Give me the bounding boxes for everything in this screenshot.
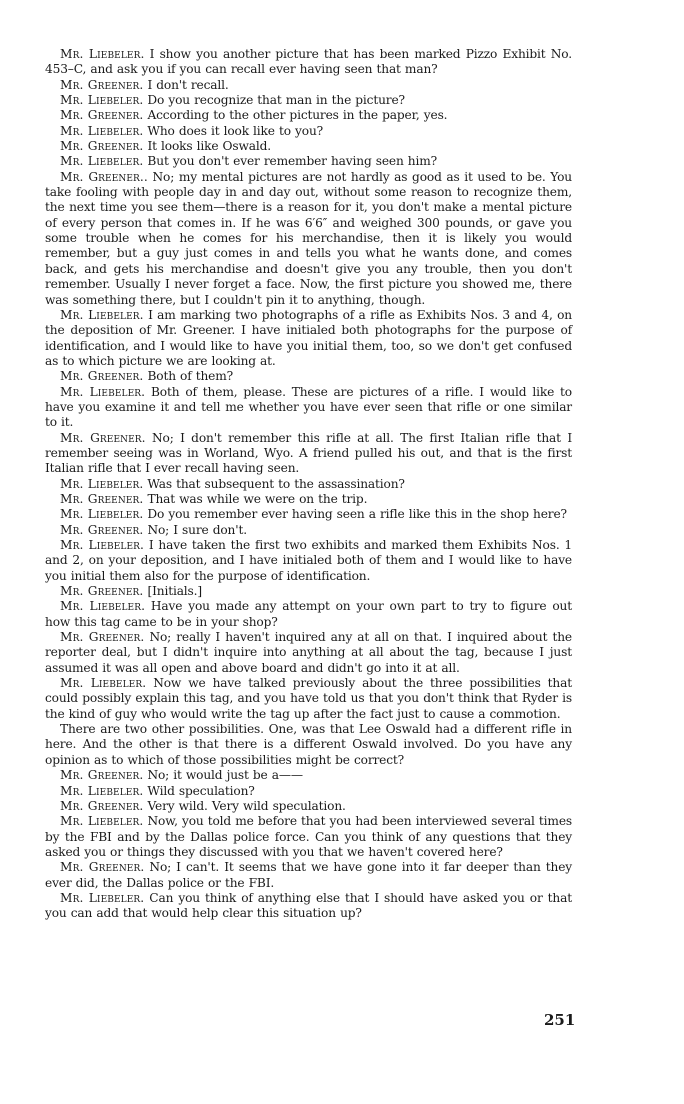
paragraph — [45, 108, 572, 123]
paragraph-text: No; I don't remember this rifle at all. The first Italian rifle that I remember seeing was in Worland, Wyo. A friend pulled his out, and that is the first Italian rifle that I ever recall having seen. — [45, 430, 572, 476]
paragraph — [45, 139, 572, 154]
speaker-name: Mr. Greener. — [60, 860, 145, 875]
speaker-name: Mr. Liebeler. — [60, 538, 145, 552]
paragraph — [45, 768, 572, 783]
paragraph — [45, 93, 572, 108]
paragraph — [45, 308, 572, 369]
speaker-name: Mr. Greener. — [60, 77, 144, 92]
paragraph-text: I have taken the first two exhibits and marked them Exhibits Nos. 1 and 2, on your deposition, and I have initialed both of them and I would like to have you initial them also for the purpose of identification. — [45, 538, 572, 583]
paragraph-text: But you don't ever remember having seen him? — [143, 154, 438, 169]
speaker-name: Mr. Greener.. — [60, 169, 148, 184]
speaker-name: Mr. Greener. — [60, 369, 144, 384]
speaker-name: Mr. Liebeler. — [60, 47, 145, 61]
paragraph — [45, 47, 572, 78]
paragraph — [45, 154, 572, 169]
speaker-name: Mr. Liebeler. — [60, 783, 144, 798]
transcript-body — [45, 47, 572, 922]
paragraph-text: Wild speculation? — [143, 783, 255, 798]
paragraph — [45, 630, 572, 676]
paragraph-text: It looks like Oswald. — [143, 139, 271, 154]
speaker-name: Mr. Greener. — [60, 630, 145, 645]
paragraph — [45, 78, 572, 93]
paragraph-text: I show you another picture that has been marked Pizzo Exhibit No. 453–C, and ask you if you can recall ever having seen that man? — [45, 47, 572, 77]
paragraph — [45, 538, 572, 584]
paragraph — [45, 507, 572, 522]
paragraph — [45, 385, 572, 431]
paragraph-text: No; it would just be a—— — [143, 768, 303, 783]
paragraph — [45, 784, 572, 799]
speaker-name: Mr. Liebeler. — [60, 93, 144, 108]
paragraph-text: Both of them? — [143, 369, 234, 384]
paragraph — [45, 170, 572, 308]
speaker-name: Mr. Liebeler. — [60, 676, 147, 691]
speaker-name: Mr. Liebeler. — [60, 507, 144, 522]
paragraph — [45, 860, 572, 891]
paragraph — [45, 891, 572, 922]
paragraph-text: Do you remember ever having seen a rifle like this in the shop here? — [143, 507, 567, 522]
paragraph-text: I am marking two photographs of a rifle as Exhibits Nos. 3 and 4, on the deposition of Mr. Greener. I have initialed both photographs for the purpose of identification, and I would like to have you initial them, too, so we don't get confused as to which picture we are looking at. — [45, 307, 572, 368]
paragraph — [45, 124, 572, 139]
page-number: 251 — [544, 1011, 576, 1029]
speaker-name: Mr. Greener. — [60, 798, 144, 813]
speaker-name: Mr. Liebeler. — [60, 307, 144, 322]
speaker-name: Mr. Greener. — [60, 768, 144, 783]
paragraph — [45, 722, 572, 768]
speaker-name: Mr. Greener. — [60, 139, 144, 154]
speaker-name: Mr. Greener. — [60, 491, 144, 506]
paragraph-text: Was that subsequent to the assassination? — [143, 476, 405, 491]
paragraph-text: That was while we were on the trip. — [143, 491, 368, 506]
paragraph — [45, 477, 572, 492]
speaker-name: Mr. Greener. — [60, 108, 144, 123]
paragraph — [45, 599, 572, 630]
paragraph-text: Very wild. Very wild speculation. — [143, 798, 346, 813]
paragraph — [45, 584, 572, 599]
paragraph-text: Do you recognize that man in the picture? — [143, 93, 405, 108]
paragraph — [45, 676, 572, 722]
speaker-name: Mr. Greener. — [60, 430, 146, 445]
paragraph — [45, 369, 572, 384]
speaker-name: Mr. Liebeler. — [60, 890, 145, 905]
speaker-name: Mr. Greener. — [60, 584, 144, 599]
paragraph — [45, 523, 572, 538]
speaker-name: Mr. Liebeler. — [60, 599, 146, 614]
speaker-name: Mr. Liebeler. — [60, 814, 144, 829]
paragraph — [45, 431, 572, 477]
paragraph-text: I don't recall. — [143, 77, 229, 92]
speaker-name: Mr. Greener. — [60, 522, 144, 537]
paragraph-text: [Initials.] — [143, 584, 202, 599]
paragraph — [45, 492, 572, 507]
paragraph-text: No; I can't. It seems that we have gone into it far deeper than they ever did, the Dallas police or the FBI. — [45, 860, 572, 890]
paragraph-text: Can you think of anything else that I should have asked you or that you can add that would help clear this situation up? — [45, 890, 572, 921]
paragraph-text: No; I sure don't. — [143, 522, 247, 537]
paragraph-text: Now, you told me before that you had been interviewed several times by the FBI and by the Dallas police force. Can you think of any questions that they asked you or things they discussed with you that we haven't covered here? — [45, 814, 572, 859]
paragraph-text: There are two other possibilities. One, was that Lee Oswald had a different rifle in here. And the other is that there is a different Oswald involved. Do you have any opinion as to which of those possibilities might be correct? — [45, 722, 572, 767]
paragraph-text: Both of them, please. These are pictures of a rifle. I would like to have you examine it and tell me whether you have ever seen that rifle or one similar to it. — [45, 384, 572, 430]
paragraph — [45, 799, 572, 814]
paragraph — [45, 814, 572, 860]
paragraph-text: Have you made any attempt on your own part to try to figure out how this tag came to be in your shop? — [45, 599, 572, 629]
paragraph-text: According to the other pictures in the paper, yes. — [143, 108, 448, 123]
speaker-name: Mr. Liebeler. — [60, 154, 144, 169]
paragraph-text: No; my mental pictures are not hardly as good as it used to be. You take fooling with people day in and day out, without some reason to recognize them, the next time you see them—there is a reason for it, you don't make a mental picture of every person that comes in. If he was 6′6″ and weighed 300 pounds, or gave you some trouble when he comes for his merchandise, then it is likely you would remember, but a guy just comes in and tells you what he wants done, and comes back, and gets his merchandise and doesn't give you any trouble, then you don't remember. Usually I never forget a face. Now, the first picture you showed me, there was something there, but I couldn't pin it to anything, though. — [45, 169, 572, 307]
speaker-name: Mr. Liebeler. — [60, 476, 144, 491]
paragraph-text: No; really I haven't inquired any at all on that. I inquired about the reporter deal, but I didn't inquire into anything at all about the tag, because I just assumed it was all open and above board and didn't go into it at all. — [45, 630, 572, 675]
speaker-name: Mr. Liebeler. — [60, 384, 146, 399]
paragraph-text: Now we have talked previously about the three possibilities that could possibly explain this tag, and you have told us that you don't think that Ryder is the kind of guy who would write the tag up after the fact just to cause a commotion. — [45, 676, 572, 721]
speaker-name: Mr. Liebeler. — [60, 123, 144, 138]
paragraph-text: Who does it look like to you? — [143, 123, 324, 138]
